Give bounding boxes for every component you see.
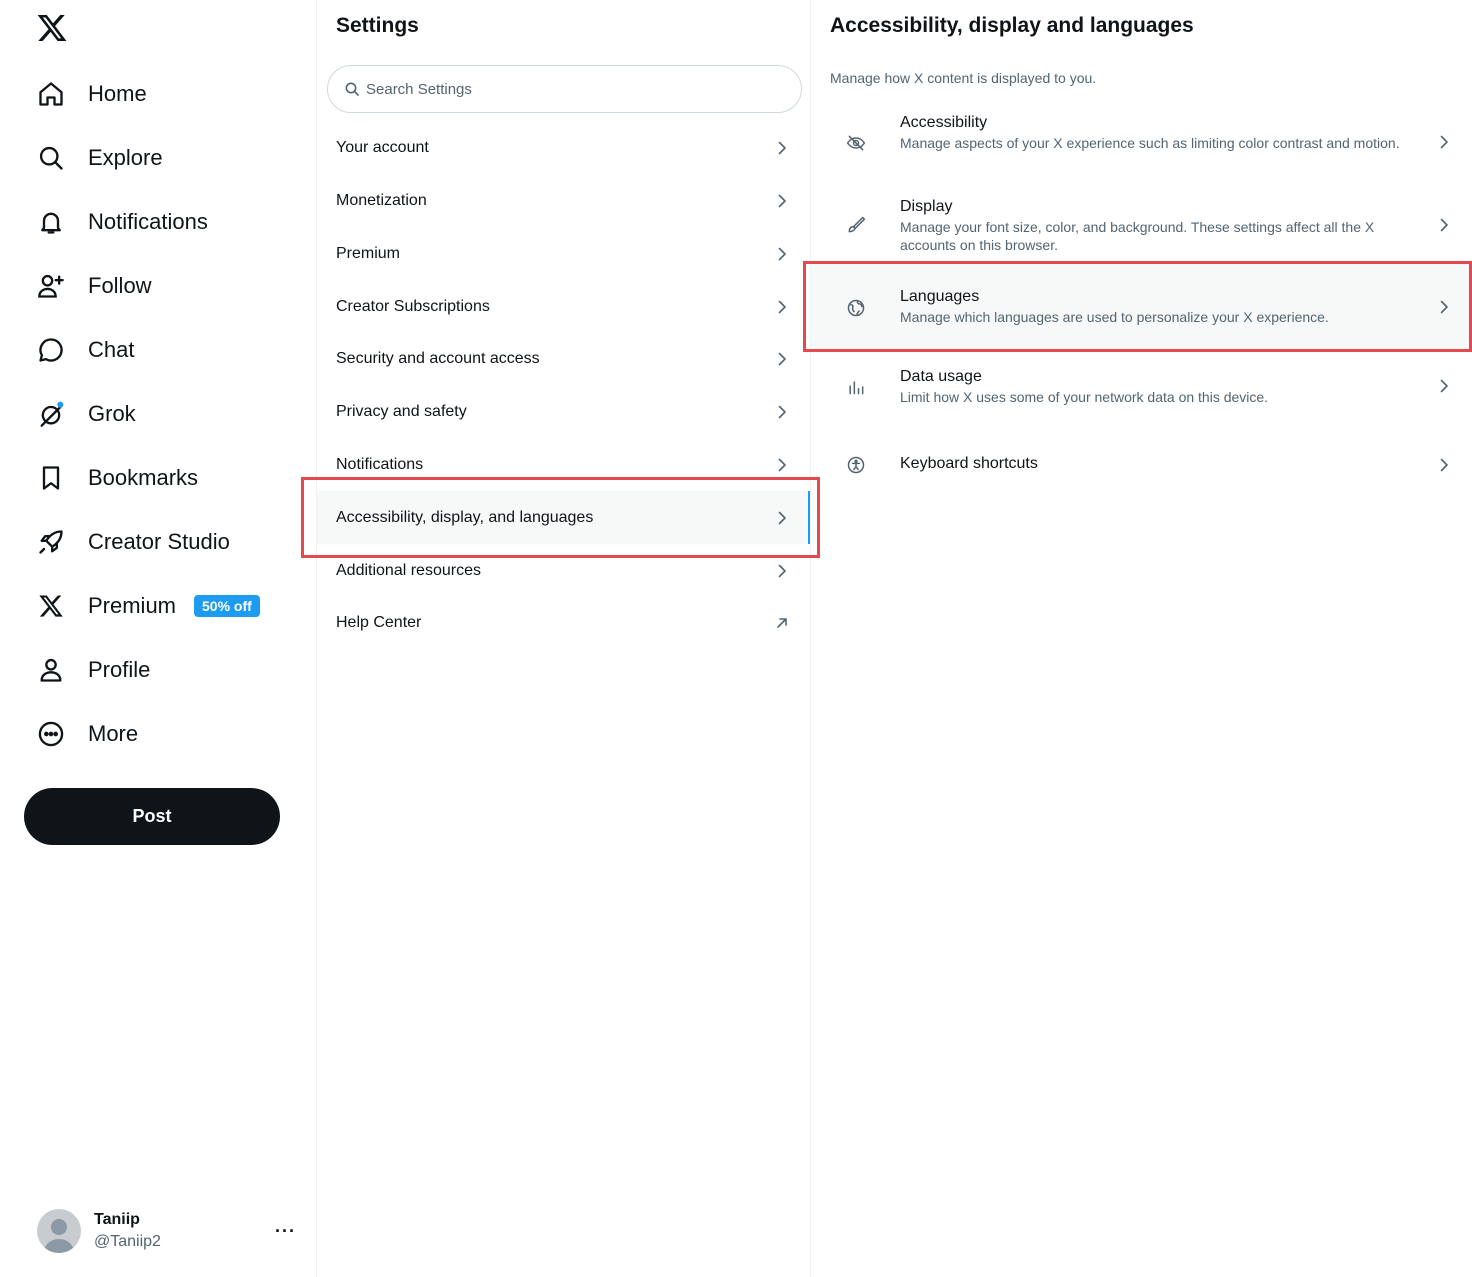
nav-bookmarks-label: Bookmarks [88,465,199,490]
add-person-icon [36,271,66,301]
chevron-right-icon [1436,217,1452,233]
settings-item-label: Accessibility, display, and languages [336,508,594,526]
nav-more-label: More [88,721,139,746]
bookmark-icon [36,463,66,493]
nav-notifications-label: Notifications [88,209,208,234]
settings-item-label: Monetization [336,191,427,209]
detail-item-label: Accessibility [900,114,988,131]
more-circle-icon [36,719,66,749]
settings-item-label: Privacy and safety [336,402,467,420]
search-icon [344,81,360,97]
detail-item-label: Display [900,198,953,215]
chevron-right-icon [1436,378,1452,394]
account-more-icon[interactable]: ··· [275,1220,296,1241]
settings-item-label: Notifications [336,455,424,473]
settings-item-monetization[interactable] [317,174,810,227]
settings-search[interactable] [327,65,802,113]
settings-item-label: Help Center [336,613,422,631]
chevron-right-icon [774,246,790,262]
user-handle: @Taniip2 [94,1233,161,1250]
settings-item-creator-subscriptions[interactable] [317,280,810,333]
nav-notifications[interactable] [24,196,208,248]
left-navigation [0,0,317,1277]
settings-item-your-account[interactable] [317,121,810,174]
detail-description: Manage how X content is displayed to you. [830,70,1097,86]
settings-item-label: Security and account access [336,349,540,367]
account-switcher[interactable] [24,1198,306,1264]
nav-premium[interactable] [24,580,260,632]
bell-icon [36,207,66,237]
avatar [37,1209,81,1253]
chevron-right-icon [774,457,790,473]
chevron-right-icon [774,193,790,209]
external-link-icon [774,615,790,631]
chevron-right-icon [774,510,790,526]
nav-explore[interactable] [24,132,163,184]
bar-chart-icon [846,377,866,397]
detail-item-label: Languages [900,288,980,305]
chevron-right-icon [774,404,790,420]
detail-item-label: Data usage [900,368,982,385]
detail-item-text [900,455,1410,473]
settings-item-accessibility[interactable] [317,491,810,544]
detail-item-sub: Limit how X uses some of your network data on this device. [900,389,1269,405]
nav-grok[interactable] [24,388,136,440]
detail-item-label: Keyboard shortcuts [900,455,1038,472]
detail-item-sub: Manage aspects of your X experience such as limiting color contrast and motion. [900,135,1400,151]
detail-item-text [900,114,1410,152]
settings-item-label: Your account [336,138,429,156]
nav-bookmarks[interactable] [24,452,198,504]
chat-bubble-icon [36,335,66,365]
detail-item-accessibility[interactable] [811,106,1472,180]
nav-profile[interactable] [24,644,150,696]
home-icon [36,79,66,109]
detail-item-display[interactable] [811,190,1472,262]
nav-more[interactable] [24,708,138,760]
settings-item-notifications[interactable] [317,438,810,491]
detail-item-sub: Manage which languages are used to personalize your X experience. [900,309,1329,325]
user-info [94,1211,161,1251]
chevron-right-icon [774,299,790,315]
accessibility-icon [846,455,866,475]
detail-item-text [900,198,1410,254]
detail-item-languages[interactable] [811,264,1472,350]
detail-item-text [900,368,1410,406]
settings-title: Settings [336,14,419,37]
rocket-icon [36,527,66,557]
detail-column [811,0,1472,1277]
detail-title: Accessibility, display and languages [830,14,1194,37]
chevron-right-icon [1436,299,1452,315]
post-button[interactable]: Post [24,788,280,845]
nav-grok-label: Grok [88,401,136,426]
chevron-right-icon [1436,457,1452,473]
detail-item-text [900,288,1410,326]
detail-item-sub: Manage your font size, color, and background. These settings affect all the X accounts on this browser. [900,219,1375,253]
nav-home[interactable] [24,68,147,120]
nav-home-label: Home [88,81,147,106]
premium-discount-badge: 50% off [194,595,260,617]
chevron-right-icon [774,563,790,579]
brush-icon [846,215,866,235]
settings-item-label: Creator Subscriptions [336,297,490,315]
settings-item-privacy[interactable] [317,385,810,438]
nav-chat-label: Chat [88,337,135,362]
detail-item-data-usage[interactable] [811,355,1472,417]
user-display-name: Taniip [94,1211,140,1228]
settings-item-premium[interactable] [317,227,810,280]
chevron-right-icon [1436,134,1452,150]
chevron-right-icon [774,140,790,156]
x-logo-icon[interactable] [36,12,68,44]
nav-explore-label: Explore [88,145,163,170]
settings-item-additional-resources[interactable] [317,544,810,597]
nav-profile-label: Profile [88,657,151,682]
settings-item-help-center[interactable] [317,596,810,649]
person-icon [36,655,66,685]
search-icon [36,143,66,173]
settings-item-label: Premium [336,244,401,262]
nav-follow[interactable] [24,260,152,312]
eye-off-icon [846,133,866,153]
nav-creator-studio[interactable] [24,516,230,568]
x-premium-icon [36,591,66,621]
settings-search-input[interactable] [366,81,766,98]
globe-icon [846,298,866,318]
nav-chat[interactable] [24,324,134,376]
grok-icon [36,399,66,429]
detail-item-keyboard-shortcuts[interactable] [811,438,1472,492]
nav-creator-studio-label: Creator Studio [88,529,230,554]
settings-column [317,0,811,1277]
settings-item-security[interactable] [317,332,810,385]
chevron-right-icon [774,351,790,367]
settings-item-label: Additional resources [336,561,481,579]
nav-premium-label: Premium [88,593,177,618]
nav-follow-label: Follow [88,273,152,298]
